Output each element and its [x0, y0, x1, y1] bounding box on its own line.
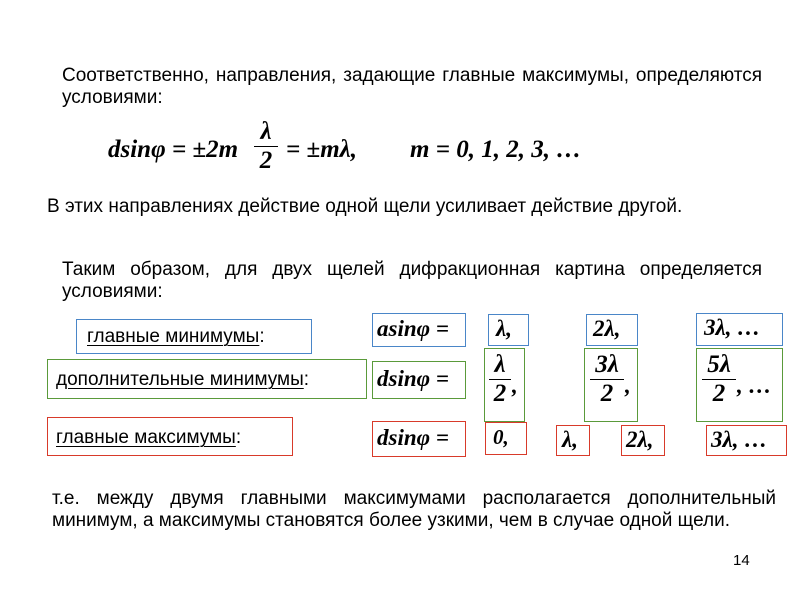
extra-minima-fraction-2: [584, 348, 638, 422]
intro-paragraph: Соответственно, направления, задающие главные максимумы, определяются условиями:: [62, 65, 762, 108]
extra-minima-frac-3-suffix: , …: [737, 373, 772, 398]
extra-minima-fraction-1: [484, 348, 525, 422]
formula1-frac-num: λ: [260, 118, 272, 145]
main-maxima-value-1: [485, 422, 527, 455]
extra-minima-label: дополнительные минимумы: [56, 369, 304, 390]
main-minima-lhs: asinφ =: [377, 316, 449, 341]
main-maxima-lhs-box: [372, 421, 466, 457]
conclusion-paragraph: т.е. между двумя главными максимумами располагается дополнительный минимум, а максимумы становятся более узкими, чем в случае одной щели.: [52, 488, 776, 531]
extra-minima-frac-2-num: 3λ: [595, 351, 619, 378]
main-maxima-value-3-text: 2λ,: [626, 427, 654, 452]
main-minima-label-box: [76, 319, 312, 354]
extra-minima-lhs-box: [372, 361, 466, 399]
paragraph-one-slit: В этих направлениях действие одной щели усиливает действие другой.: [47, 196, 683, 217]
extra-minima-frac-1-num: λ: [494, 351, 506, 378]
paragraph-two-slits: Таким образом, для двух щелей дифракционная картина определяется условиями:: [62, 259, 762, 302]
main-minima-value-3-text: 3λ, …: [704, 315, 761, 340]
main-minima-colon: :: [259, 326, 265, 347]
formula1-lhs: dsinφ = ±2m: [108, 136, 239, 163]
extra-minima-frac-1-den: 2: [493, 380, 507, 407]
extra-minima-frac-3-num: 5λ: [707, 351, 731, 378]
extra-minima-frac-1: [489, 351, 511, 408]
formula1-m-values: m = 0, 1, 2, 3, …: [410, 136, 582, 163]
formula1-frac-den: 2: [259, 147, 273, 174]
main-minima-value-2: [586, 314, 638, 346]
main-minima-value-3: [696, 313, 783, 346]
page-number: 14: [733, 552, 750, 569]
main-maxima-lhs: dsinφ =: [377, 425, 449, 450]
main-maxima-label-box: [47, 417, 293, 456]
main-minima-value-1: [488, 314, 529, 346]
extra-minima-frac-3: [702, 351, 736, 408]
extra-minima-colon: :: [303, 369, 310, 390]
main-maxima-value-3: [621, 425, 665, 456]
main-maxima-value-2: [556, 425, 590, 456]
formula-main-maxima: [108, 118, 398, 182]
extra-minima-fraction-3: [696, 348, 783, 422]
main-maxima-value-4: [706, 425, 787, 456]
extra-minima-frac-1-suffix: ,: [512, 373, 518, 398]
formula1-fraction: [254, 118, 278, 175]
main-maxima-value-2-text: λ,: [562, 427, 578, 452]
main-maxima-value-4-text: 3λ, …: [711, 427, 768, 452]
main-minima-label: главные минимумы: [87, 326, 260, 347]
main-minima-value-2-text: 2λ,: [593, 316, 621, 341]
extra-minima-label-box: [47, 359, 367, 399]
extra-minima-frac-3-den: 2: [712, 380, 726, 407]
extra-minima-frac-2: [590, 351, 624, 408]
main-maxima-colon: :: [235, 427, 242, 448]
extra-minima-frac-2-den: 2: [600, 380, 614, 407]
main-minima-lhs-box: [372, 313, 466, 347]
main-maxima-label: главные максимумы: [56, 427, 236, 448]
extra-minima-lhs: dsinφ =: [377, 366, 449, 391]
extra-minima-frac-2-suffix: ,: [625, 373, 631, 398]
main-minima-value-1-text: λ,: [496, 316, 512, 341]
formula1-rhs: = ±mλ,: [286, 136, 358, 163]
main-maxima-value-1-text: 0,: [493, 425, 509, 449]
